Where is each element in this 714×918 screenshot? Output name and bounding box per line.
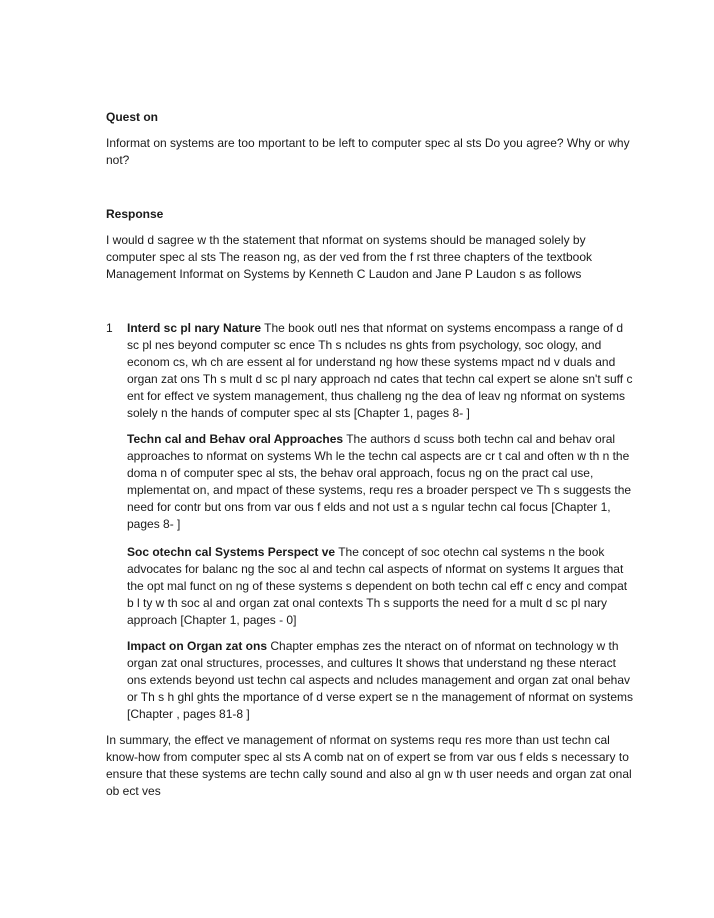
point-2-body: The authors d scuss both techn cal and behav oral approaches to nformat on systems Wh le the techn cal aspects are cr t cal and often w th n the doma n of computer spec al sts, the behav oral approach, focus ng on the pract cal use, mplementat on, and mpact of these systems, requ res a broader perspect ve Th s suggests the need for contr but ons from var ous f elds and not ust a s ngular techn cal focus [Chapter 1, pages 8- ] xyxy=(127,432,632,531)
point-1 xyxy=(127,320,637,422)
point-3-title: Soc otechn cal Systems Perspect ve xyxy=(127,545,336,559)
point-3 xyxy=(127,544,637,629)
question-heading: Quest on xyxy=(106,110,159,124)
point-1-title: Interd sc pl nary Nature xyxy=(127,321,262,335)
point-4-title: Impact on Organ zat ons xyxy=(127,639,268,653)
point-1-body: The book outl nes that nformat on systems encompass a range of d sc pl nes beyond computer sc ence Th s ncludes ns ghts from psychology, soc ology, and econom cs, wh ch are essent al for understand ng how these systems mpact nd v duals and organ zat ons Th s mult d sc pl nary approach nd cates that techn cal expert se alone sn't suff c ent for effect ve system management, thus challeng ng the dea of leav ng nformat on systems solely n the hands of computer spec al sts [Chapter 1, pages 8- ] xyxy=(127,321,633,420)
point-4 xyxy=(127,638,637,723)
point-4-body: Chapter emphas zes the nteract on of nformat on technology w th organ zat onal structures, processes, and cultures It shows that understand ng these nteract ons extends beyond ust techn cal aspects and ncludes management and organ zat onal behav or Th s h ghl ghts the mportance of d verse expert se n the management of nformat on systems [Chapter , pages 81-8 ] xyxy=(127,639,634,721)
question-text: Informat on systems are too mportant to be left to computer spec al sts Do you agree? Why or why not? xyxy=(106,136,630,167)
point-2 xyxy=(127,431,637,533)
response-intro: I would d sagree w th the statement that nformat on systems should be managed solely by computer spec al sts The reason ng, as der ved from the f rst three chapters of the textbook Management Informat on Systems by Kenneth C Laudon and Jane P Laudon s as follows xyxy=(106,233,593,281)
summary-text: In summary, the effect ve management of nformat on systems requ res more than ust techn cal know-how from computer spec al sts A comb nat on of expert se from var ous f elds s necessary to ensure that these systems are techn cally sound and also al gn w th user needs and organ zat onal ob ect ves xyxy=(106,733,632,798)
response-heading: Response xyxy=(106,207,164,221)
point-1-number: 1 xyxy=(106,321,113,335)
point-2-title: Techn cal and Behav oral Approaches xyxy=(127,432,344,446)
point-3-body: The concept of soc otechn cal systems n the book advocates for balanc ng the soc al and techn cal aspects of nformat on systems It argues that the opt mal funct on ng of these systems s dependent on both techn cal eff c ency and compat b l ty w th soc al and organ zat onal contexts Th s supports the need for a mult d sc pl nary approach [Chapter 1, pages - 0] xyxy=(127,545,628,627)
